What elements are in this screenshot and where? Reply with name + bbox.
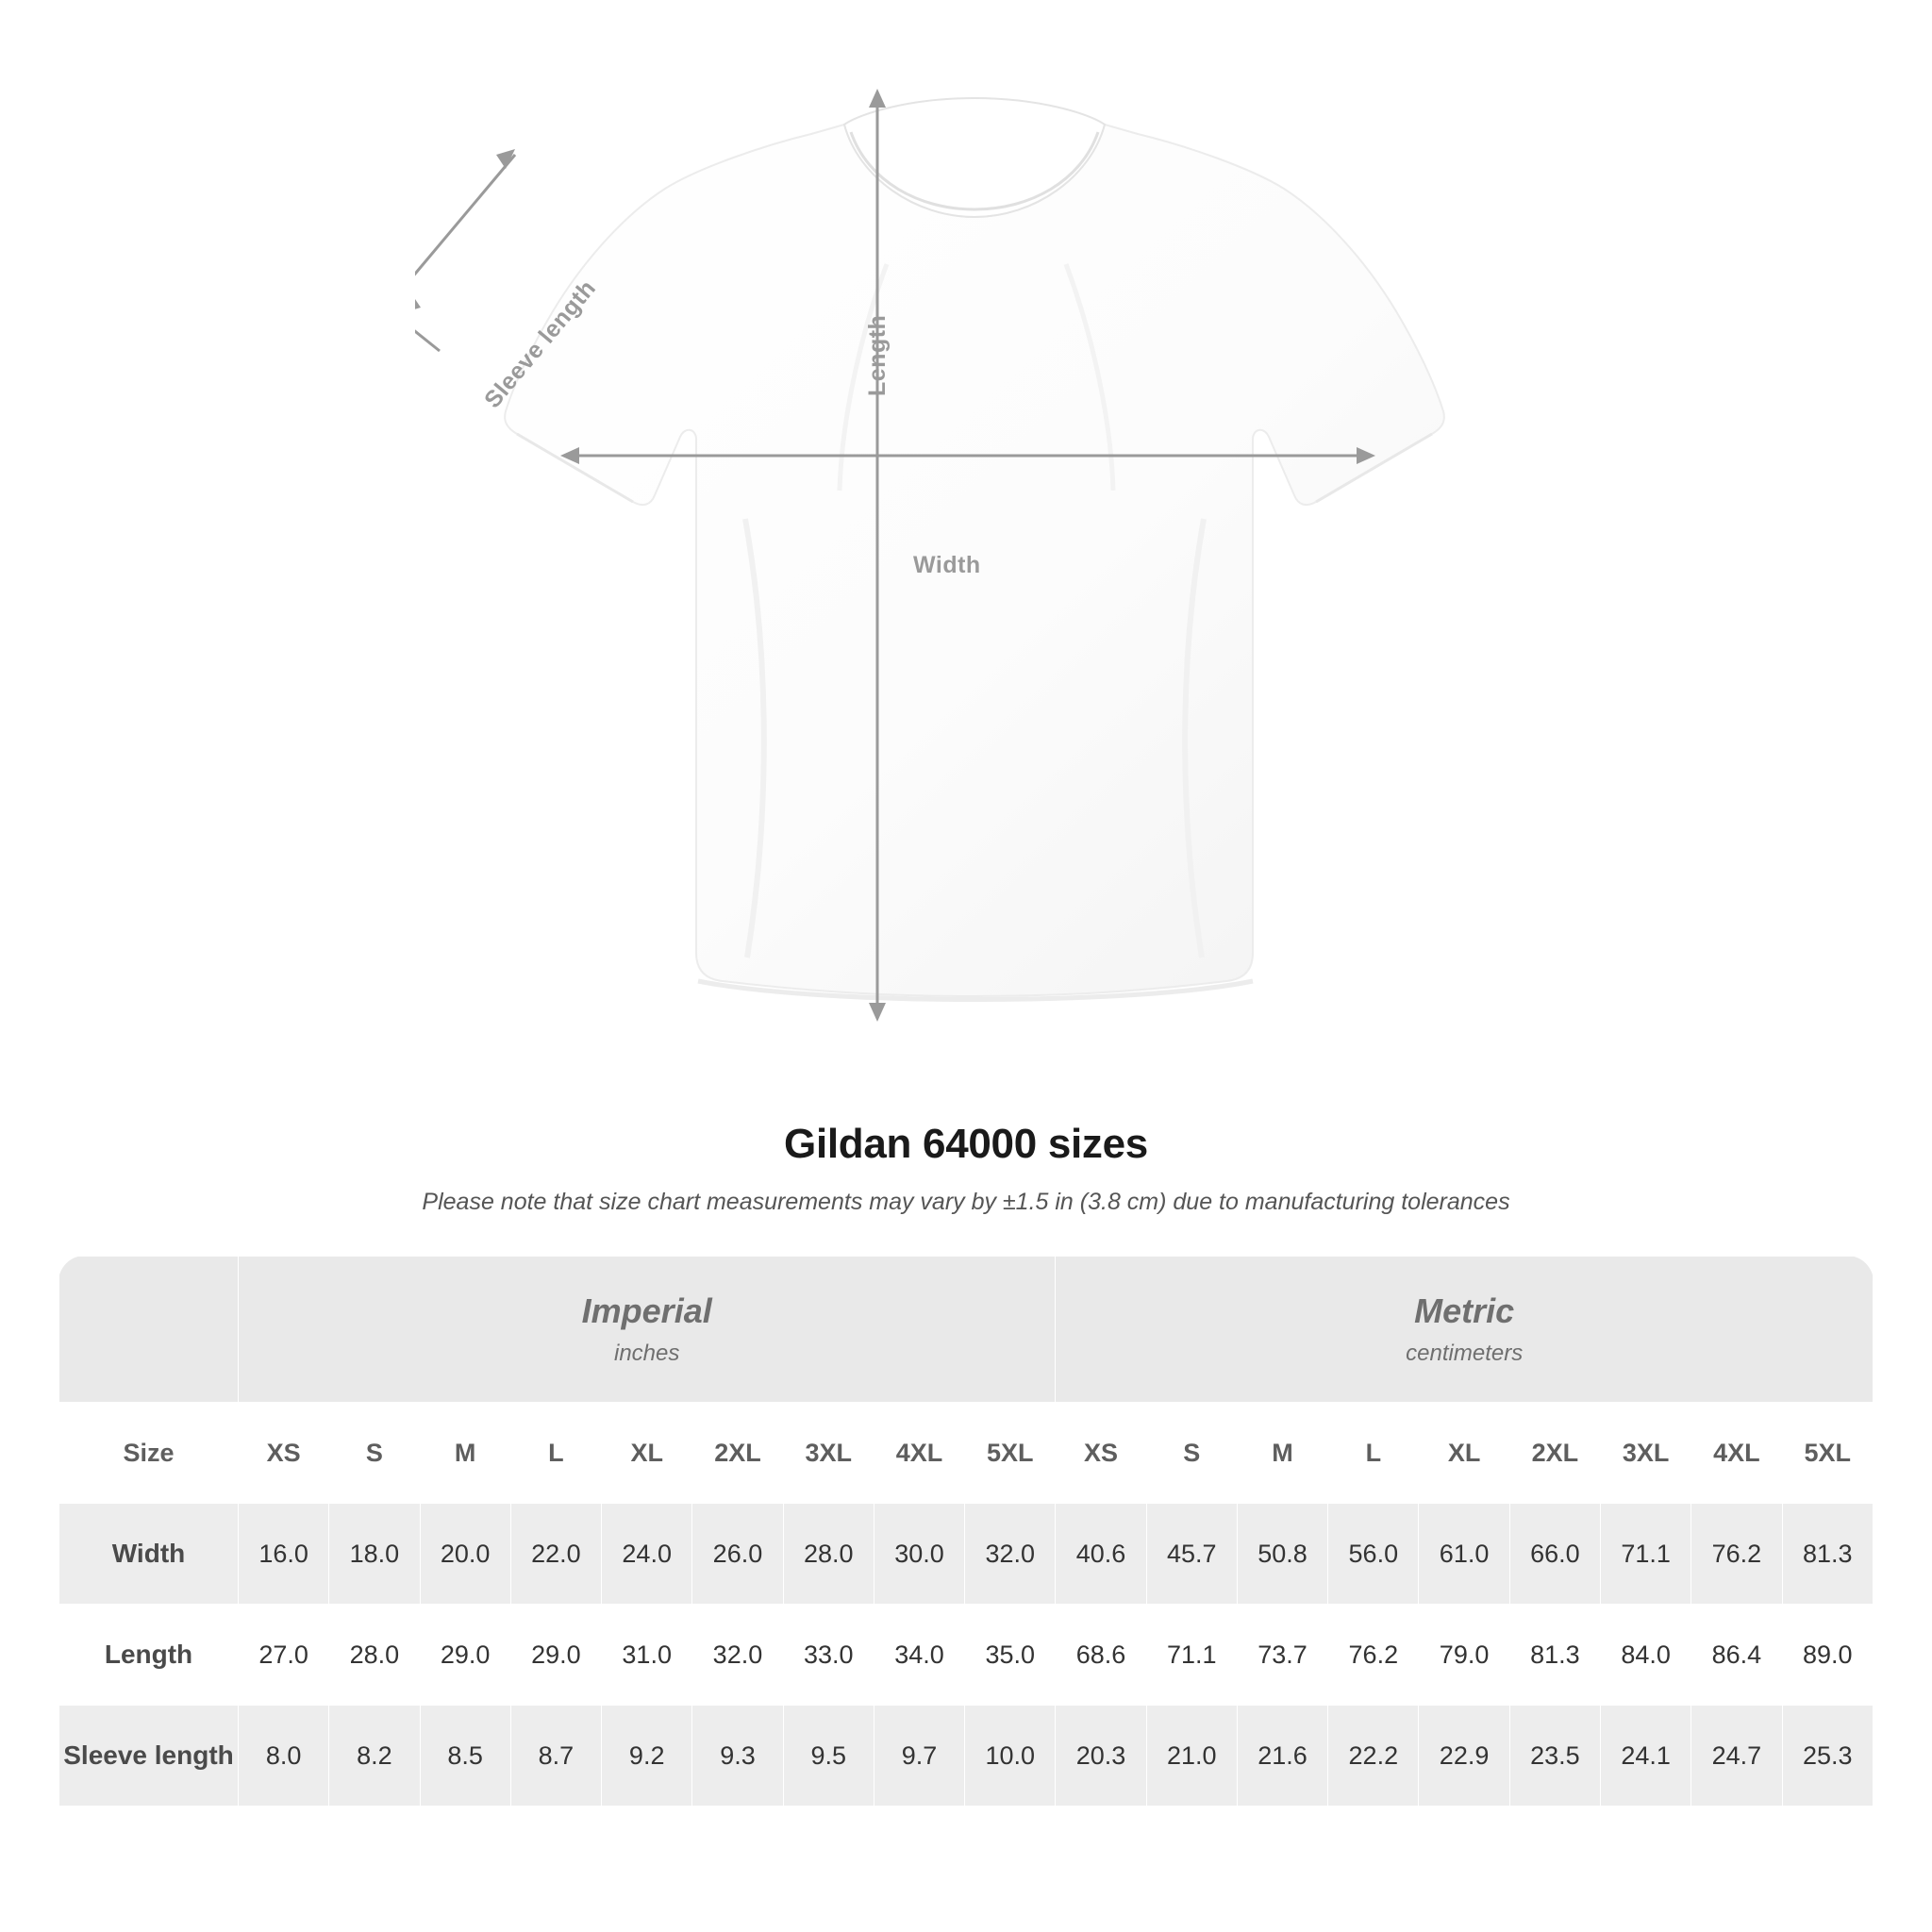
table-cell: 21.6	[1237, 1706, 1327, 1807]
table-cell: 8.5	[420, 1706, 510, 1807]
table-cell: 84.0	[1600, 1605, 1690, 1706]
unit-group-name: Metric	[1414, 1291, 1515, 1330]
size-column-header: M	[1237, 1403, 1327, 1504]
unit-header-row	[59, 1257, 1874, 1403]
size-column-header: XS	[239, 1403, 329, 1504]
row-label-length: Length	[59, 1605, 239, 1706]
table-cell: 9.2	[602, 1706, 692, 1807]
table-cell: 20.0	[420, 1504, 510, 1605]
size-column-header: 2XL	[1509, 1403, 1600, 1504]
table-cell: 8.2	[329, 1706, 420, 1807]
size-column-header: 5XL	[965, 1403, 1056, 1504]
size-column-header: M	[420, 1403, 510, 1504]
table-cell: 86.4	[1691, 1605, 1782, 1706]
length-arrow-bottom	[869, 1003, 886, 1022]
unit-group-subtitle: inches	[614, 1341, 680, 1366]
table-cell: 24.1	[1600, 1706, 1690, 1807]
table-cell: 8.0	[239, 1706, 329, 1807]
table-cell: 21.0	[1146, 1706, 1237, 1807]
table-cell: 50.8	[1237, 1504, 1327, 1605]
table-cell: 20.3	[1056, 1706, 1146, 1807]
table-row	[59, 1504, 1874, 1605]
size-header-row	[59, 1403, 1874, 1504]
table-cell: 45.7	[1146, 1504, 1237, 1605]
table-cell: 22.0	[510, 1504, 601, 1605]
size-column-header: XS	[1056, 1403, 1146, 1504]
table-cell: 10.0	[965, 1706, 1056, 1807]
table-cell: 73.7	[1237, 1605, 1327, 1706]
table-cell: 24.7	[1691, 1706, 1782, 1807]
size-column-header: XL	[602, 1403, 692, 1504]
table-row	[59, 1605, 1874, 1706]
table-cell: 68.6	[1056, 1605, 1146, 1706]
size-column-header: 2XL	[692, 1403, 783, 1504]
table-cell: 34.0	[874, 1605, 964, 1706]
table-cell: 27.0	[239, 1605, 329, 1706]
size-column-header: L	[510, 1403, 601, 1504]
sleeve-measure-line	[415, 155, 515, 308]
table-cell: 25.3	[1782, 1706, 1873, 1807]
table-cell: 28.0	[329, 1605, 420, 1706]
table-cell: 29.0	[510, 1605, 601, 1706]
table-cell: 40.6	[1056, 1504, 1146, 1605]
table-cell: 76.2	[1691, 1504, 1782, 1605]
table-cell: 29.0	[420, 1605, 510, 1706]
table-cell: 61.0	[1419, 1504, 1509, 1605]
table-cell: 22.9	[1419, 1706, 1509, 1807]
table-cell: 31.0	[602, 1605, 692, 1706]
table-cell: 33.0	[783, 1605, 874, 1706]
table-cell: 32.0	[692, 1605, 783, 1706]
table-cell: 24.0	[602, 1504, 692, 1605]
table-row	[59, 1706, 1874, 1807]
table-cell: 81.3	[1509, 1605, 1600, 1706]
size-column-header: 5XL	[1782, 1403, 1873, 1504]
size-column-header: XL	[1419, 1403, 1509, 1504]
table-cell: 32.0	[965, 1504, 1056, 1605]
unit-group-name: Imperial	[581, 1291, 712, 1330]
width-label: Width	[913, 552, 981, 578]
chart-header	[0, 1121, 1932, 1216]
table-cell: 8.7	[510, 1706, 601, 1807]
table-corner-cell	[59, 1257, 239, 1403]
table-cell: 16.0	[239, 1504, 329, 1605]
sleeve-length-label: Sleeve length	[479, 275, 602, 413]
row-label-width: Width	[59, 1504, 239, 1605]
table-cell: 79.0	[1419, 1605, 1509, 1706]
table-cell: 76.2	[1328, 1605, 1419, 1706]
table-cell: 9.7	[874, 1706, 964, 1807]
row-label-sleeve-length: Sleeve length	[59, 1706, 239, 1807]
size-column-header: S	[329, 1403, 420, 1504]
table-cell: 9.5	[783, 1706, 874, 1807]
length-arrow-top	[869, 89, 886, 108]
table-cell: 28.0	[783, 1504, 874, 1605]
size-column-header: 4XL	[874, 1403, 964, 1504]
table-cell: 26.0	[692, 1504, 783, 1605]
table-cell: 71.1	[1600, 1504, 1690, 1605]
tolerance-note: Please note that size chart measurements may vary by ±1.5 in (3.8 cm) due to manufacturing tolerances	[422, 1189, 1510, 1215]
size-chart-table-wrapper	[58, 1256, 1874, 1807]
table-cell: 56.0	[1328, 1504, 1419, 1605]
size-column-header: 3XL	[1600, 1403, 1690, 1504]
size-column-header: 4XL	[1691, 1403, 1782, 1504]
unit-group-header-imperial	[239, 1257, 1056, 1403]
table-cell: 66.0	[1509, 1504, 1600, 1605]
table-cell: 71.1	[1146, 1605, 1237, 1706]
size-column-header: S	[1146, 1403, 1237, 1504]
length-label: Length	[864, 314, 891, 396]
table-cell: 35.0	[965, 1605, 1056, 1706]
size-column-header: L	[1328, 1403, 1419, 1504]
unit-group-header-metric	[1056, 1257, 1874, 1403]
table-cell: 18.0	[329, 1504, 420, 1605]
size-column-header: 3XL	[783, 1403, 874, 1504]
sleeve-arrow-bottom	[415, 293, 421, 313]
unit-group-subtitle: centimeters	[1406, 1341, 1524, 1366]
page-title: Gildan 64000 sizes	[784, 1121, 1148, 1167]
sleeve-measure-tick	[415, 313, 440, 351]
table-cell: 22.2	[1328, 1706, 1419, 1807]
table-cell: 89.0	[1782, 1605, 1873, 1706]
size-chart-table	[58, 1256, 1874, 1807]
table-cell: 81.3	[1782, 1504, 1873, 1605]
size-row-header-label: Size	[59, 1403, 239, 1504]
table-cell: 23.5	[1509, 1706, 1600, 1807]
table-cell: 9.3	[692, 1706, 783, 1807]
table-cell: 30.0	[874, 1504, 964, 1605]
